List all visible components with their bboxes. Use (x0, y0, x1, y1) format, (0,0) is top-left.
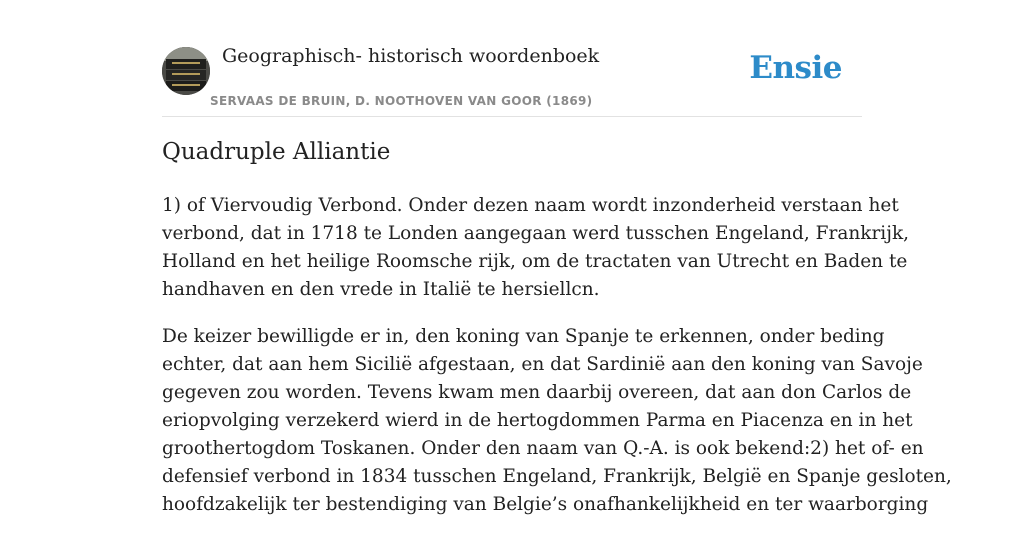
book-spines-icon (162, 47, 210, 95)
text-line: hoofdzakelijk ter bestendiging van Belgie’s onafhankelijkheid en ter waarborging (162, 494, 929, 515)
text-line: defensief verbond in 1834 tusschen Engeland, Frankrijk, België en Spanje gesloten, (162, 466, 952, 487)
entry-body (162, 192, 952, 538)
text-line: Holland en het heilige Roomsche rijk, om de tractaten van Utrecht en Baden te (162, 251, 908, 272)
book-authors: SERVAAS DE BRUIN, D. NOOTHOVEN VAN GOOR (1869) (210, 94, 593, 108)
text-line: 1) of Viervoudig Verbond. Onder dezen naam wordt inzonderheid verstaan het (162, 195, 899, 216)
paragraph (162, 323, 952, 519)
text-line: handhaven en den vrede in Italië te hersiellcn. (162, 279, 600, 300)
text-line: verbond, dat in 1718 te Londen aangegaan werd tusschen Engeland, Frankrijk, (162, 223, 910, 244)
text-line: eriopvolging verzekerd wierd in de hertogdommen Parma en Piacenza en in het (162, 410, 913, 431)
page (162, 0, 952, 515)
book-cover-avatar[interactable] (162, 47, 210, 95)
entry-title: Quadruple Alliantie (162, 139, 391, 165)
ensie-logo[interactable]: Ensie (749, 50, 842, 86)
text-line: groothertogdom Toskanen. Onder den naam van Q.-A. is ook bekend:2) het of- en (162, 438, 924, 459)
header (162, 0, 862, 117)
text-line: De keizer bewilligde er in, den koning van Spanje te erkennen, onder beding (162, 326, 885, 347)
text-line: gegeven zou worden. Tevens kwam men daarbij overeen, dat aan don Carlos de (162, 382, 912, 403)
text-line: echter, dat aan hem Sicilië afgestaan, en dat Sardinië aan den koning van Savoje (162, 354, 923, 375)
book-title[interactable]: Geographisch- historisch woordenboek (222, 45, 600, 67)
paragraph (162, 192, 910, 304)
